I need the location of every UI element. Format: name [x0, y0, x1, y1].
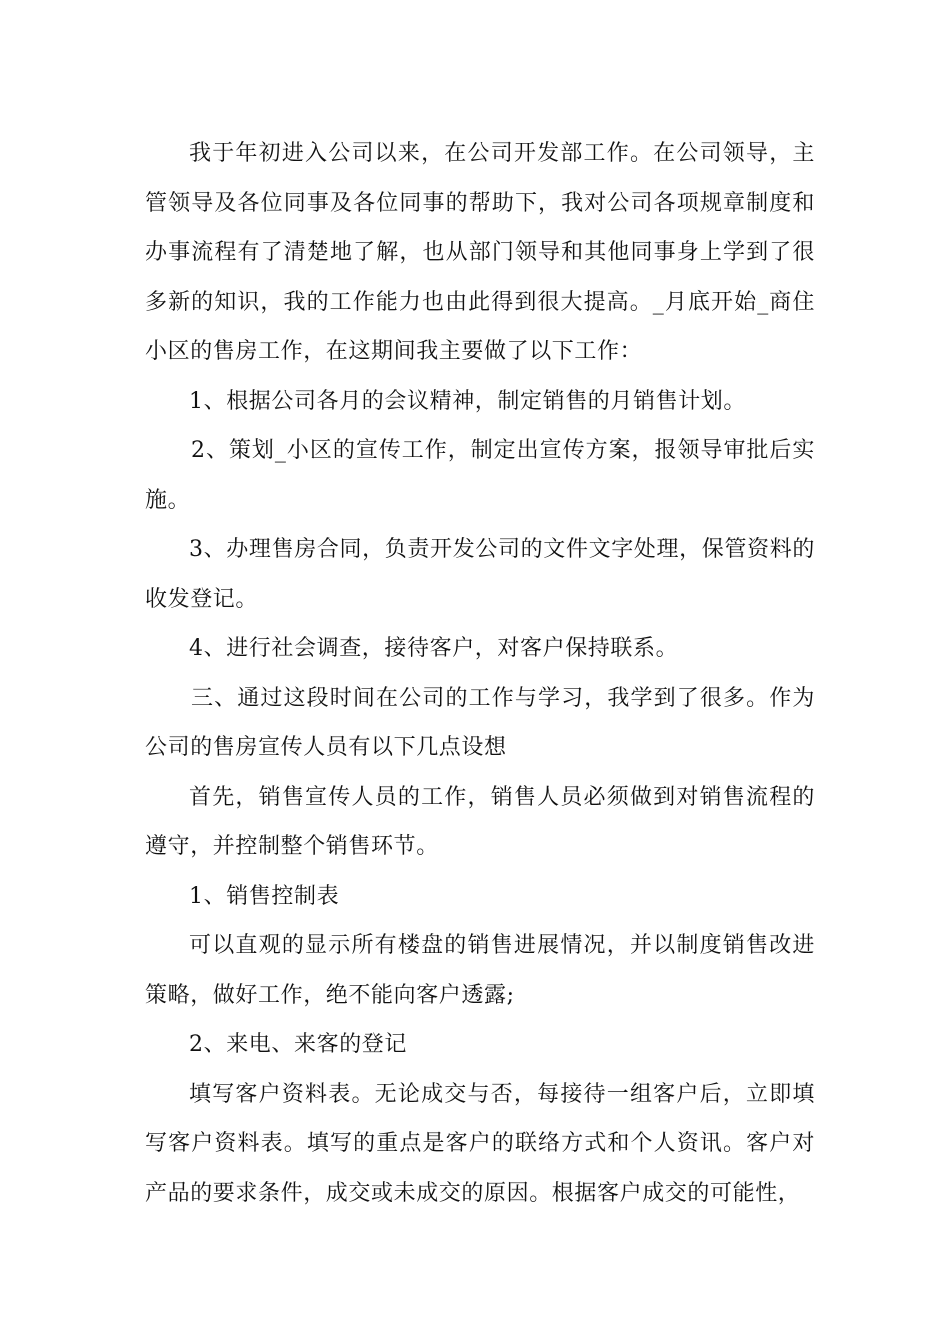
- paragraph-item-1: 1、根据公司各月的会议精神，制定销售的月销售计划。: [189, 388, 746, 414]
- paragraph-section-three: 三、通过这段时间在公司的工作与学习，我学到了很多。作为公司的售房宣传人员有以下几点设想: [145, 685, 815, 760]
- paragraph-item-4: 4、进行社会调查，接待客户，对客户保持联系。: [189, 636, 679, 661]
- paragraph-sales-control-heading: 1、销售控制表: [189, 883, 340, 909]
- paragraph-item-2: 2、策划_小区的宣传工作，制定出宣传方案，报领导审批后实施。: [145, 438, 815, 513]
- paragraph-item-3: 3、办理售房合同，负责开发公司的文件文字处理，保管资料的收发登记。: [145, 537, 815, 612]
- document-body: [145, 129, 815, 1218]
- paragraph-visitor-log-body: 填写客户资料表。无论成交与否，每接待一组客户后，立即填写客户资料表。填写的重点是客户的联络方式和个人资讯。客户对产品的要求条件，成交或未成交的原因。根据客户成交的可能性，: [145, 1081, 815, 1206]
- paragraph-sales-control-body: 可以直观的显示所有楼盘的销售进展情况，并以制度销售改进策略，做好工作，绝不能向客户透露;: [145, 933, 815, 1008]
- paragraph-visitor-log-heading: 2、来电、来客的登记: [189, 1032, 407, 1057]
- paragraph-first: 首先，销售宣传人员的工作，销售人员必须做到对销售流程的遵守，并控制整个销售环节。: [145, 784, 815, 859]
- paragraph-intro: 我于年初进入公司以来，在公司开发部工作。在公司领导，主管领导及各位同事及各位同事的帮助下，我对公司各项规章制度和办事流程有了清楚地了解，也从部门领导和其他同事身上学到了很多新的知识，我的工作能力也由此得到很大提高。_月底开始_商住小区的售房工作，在这期间我主要做了以下工作：: [145, 141, 815, 364]
